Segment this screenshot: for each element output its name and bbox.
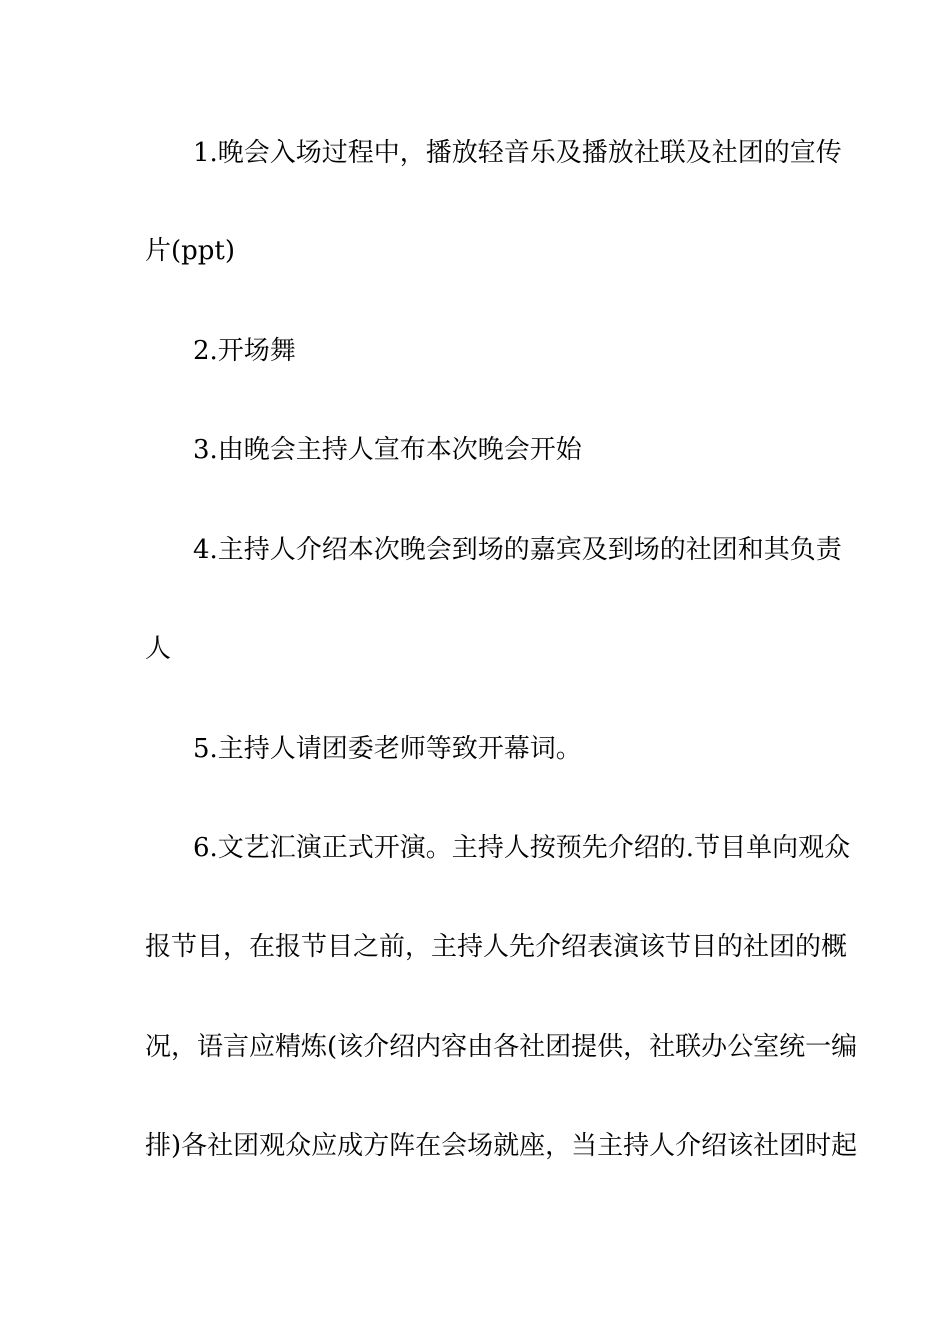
paragraph-6-line-3: 况，语言应精炼(该介绍内容由各社团提供，社联办公室统一编 [145, 1032, 858, 1062]
paragraph-5-line-1: 5.主持人请团委老师等致开幕词。 [193, 734, 582, 764]
paragraph-3-line-1: 3.由晚会主持人宣布本次晚会开始 [193, 435, 582, 465]
paragraph-6-line-2: 报节目，在报节目之前，主持人先介绍表演该节目的社团的概 [145, 932, 848, 962]
paragraph-4-line-2: 人 [145, 634, 172, 664]
paragraph-2-line-1: 2.开场舞 [193, 336, 296, 366]
paragraph-1-line-2: 片(ppt) [145, 236, 236, 266]
paragraph-1-line-1: 1.晚会入场过程中，播放轻音乐及播放社联及社团的宣传 [193, 138, 842, 168]
paragraph-6-line-1: 6.文艺汇演正式开演。主持人按预先介绍的.节目单向观众 [193, 833, 851, 863]
paragraph-6-line-4: 排)各社团观众应成方阵在会场就座，当主持人介绍该社团时起 [145, 1131, 858, 1161]
paragraph-4-line-1: 4.主持人介绍本次晚会到场的嘉宾及到场的社团和其负责 [193, 535, 842, 565]
